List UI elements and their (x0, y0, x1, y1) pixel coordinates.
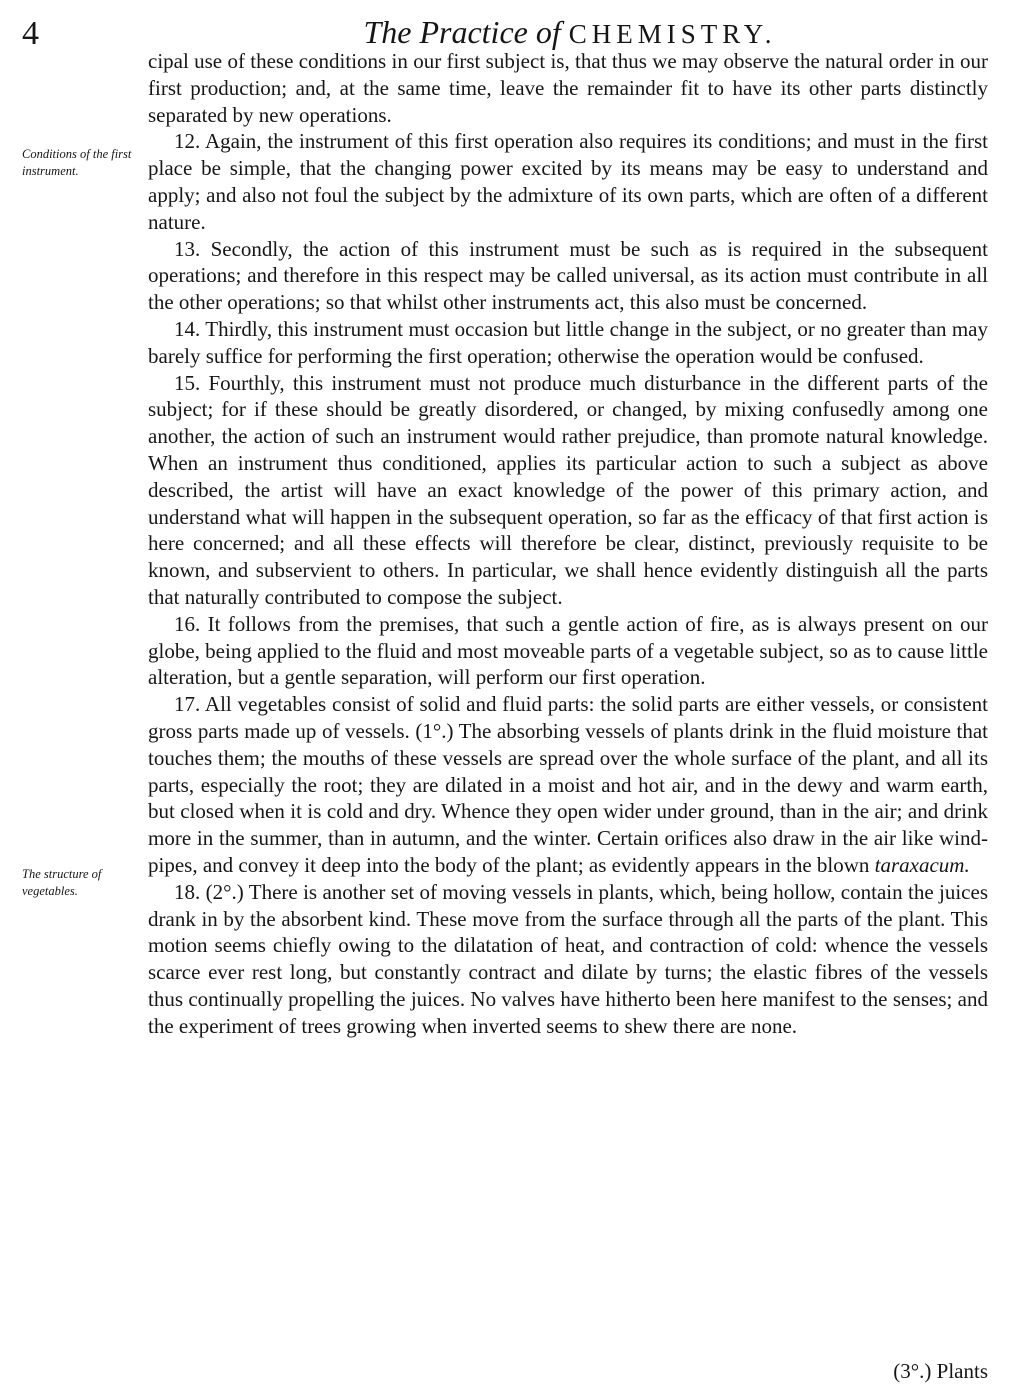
running-head-caps: CHEMISTRY. (568, 19, 777, 49)
paragraph-17-italic: taraxacum. (874, 852, 970, 877)
catchword: (3°.) Plants (893, 1359, 988, 1383)
paragraph-continued: cipal use of these conditions in our first subject is, that thus we may observe the natural order in our first production; and, at the same time, leave the remainder fit to have its other parts distinctly separated by new operations. (148, 49, 988, 127)
body-text (148, 48, 988, 1039)
margin-note-conditions: Conditions of the first instrument. (22, 147, 132, 178)
paragraph-13: 13. Secondly, the action of this instrument must be such as is required in the subsequent operations; and therefore in this respect may be called universal, as its action must contribute in all the other operations; so that whilst other instruments act, this also must be concerned. (148, 236, 988, 315)
paragraph-17 (148, 691, 988, 879)
page-number: 4 (22, 15, 39, 52)
paragraph-12: 12. Again, the instrument of this first operation also requires its conditions; and must in the first place be simple, that the changing power excited by its means may be easy to understand and apply; and also not foul the subject by the admixture of its own parts, which are often of a different nature. (148, 129, 988, 234)
running-head-italic: The Practice of (363, 14, 561, 50)
paragraph-18: 18. (2°.) There is another set of moving vessels in plants, which, being hollow, contain the juices drank in by the absorbent kind. These move from the surface through all the parts of the plant. This motion seems chiefly owing to the dilatation of heat, and contraction of cold: whence the vessels scarce ever rest long, but constantly contract and dilate by turns; the elastic fibres of the vessels thus continually propelling the juices. No valves have hitherto been here manifest to the senses; and the experiment of trees growing when inverted seems to shew there are none. (148, 879, 988, 1038)
margin-note-structure: The structure of vegetables. (22, 867, 102, 898)
paragraph-17-text: 17. All vegetables consist of solid and fluid parts: the solid parts are either vessels, or consistent gross parts made up of vessels. (1°.) The absorbing vessels of plants drink in the fluid moisture that touches them; the mouths of these vessels are spread over the whole surface of the plant, and all its parts, especially the root; they are dilated in a moist and hot air, and in the dewy and warm earth, but closed when it is cold and dry. Whence they open wider under ground, than in the air; and drink more in the summer, than in autumn, and the winter. Certain orifices also draw in the air like wind-pipes, and convey it deep into the body of the plant; as evidently appears in the blown (148, 692, 988, 877)
paragraph-16: 16. It follows from the premises, that such a gentle action of fire, as is always present on our globe, being applied to the fluid and most moveable parts of a vegetable subject, so as to cause little alteration, but a gentle separation, will perform our first operation. (148, 611, 988, 690)
paragraph-15: 15. Fourthly, this instrument must not produce much disturbance in the different parts of the subject; for if these should be greatly disordered, or changed, by mixing confusedly among one another, the action of such an instrument would rather prejudice, than promote natural knowledge. When an instrument thus conditioned, applies its particular action to such a subject as above described, the artist will have an exact knowledge of the power of this primary action, and understand what will happen in the subsequent operation, so far as the efficacy of that first action is here concerned; and all these effects will therefore be clear, distinct, previously requisite to be known, and subservient to others. In particular, we shall hence evidently distinguish all the parts that naturally contributed to compose the subject. (148, 370, 988, 609)
paragraph-14: 14. Thirdly, this instrument must occasion but little change in the subject, or no greater than may barely suffice for performing the first operation; otherwise the operation would be confused. (148, 316, 988, 368)
